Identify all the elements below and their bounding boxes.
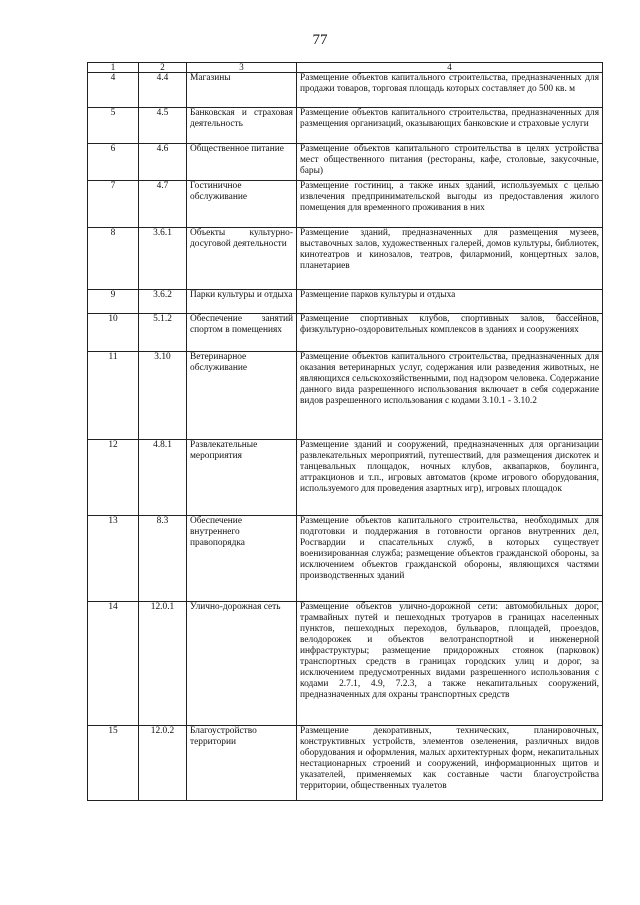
use-code: 4.5	[139, 108, 187, 144]
table-header-row	[88, 63, 603, 73]
use-description: Размещение объектов капитального строительства, необходимых для подготовки и поддержания в готовности органов внутренних дел, Росгвардии и спасательных служб, в которых существует военизированная служба; размещение объектов гражданской обороны, за исключением объектов гражданской обороны, являющихся частями производственных зданий	[297, 516, 603, 602]
row-number: 13	[88, 516, 139, 602]
use-code: 4.8.1	[139, 440, 187, 516]
row-number: 6	[88, 144, 139, 181]
row-number: 12	[88, 440, 139, 516]
table-row	[88, 352, 603, 440]
use-code: 12.0.2	[139, 726, 187, 801]
table-row	[88, 726, 603, 801]
use-name: Развлекательные мероприятия	[187, 440, 297, 516]
use-code: 3.6.2	[139, 290, 187, 314]
use-code: 3.10	[139, 352, 187, 440]
use-code: 5.1.2	[139, 314, 187, 352]
use-code: 4.4	[139, 73, 187, 108]
table-row	[88, 108, 603, 144]
row-number: 14	[88, 602, 139, 726]
use-description: Размещение зданий и сооружений, предназначенных для организации развлекательных мероприятий, путешествий, для размещения дискотек и танцевальных площадок, ночных клубов, аквапарков, боулинга, аттракционов и т.п., игровых автоматов (кроме игрового оборудования, используемого для проведения азартных игр), игровых площадок	[297, 440, 603, 516]
table-header	[88, 63, 603, 73]
use-code: 12.0.1	[139, 602, 187, 726]
row-number: 4	[88, 73, 139, 108]
use-description: Размещение декоративных, технических, планировочных, конструктивных устройств, элементов озеленения, различных видов оборудования и оформления, малых архитектурных форм, некапитальных нестационарных строений и сооружений, информационных щитов и указателей, применяемых как составные части благоустройства территории, общественных туалетов	[297, 726, 603, 801]
use-name: Парки культуры и отдыха	[187, 290, 297, 314]
use-name: Обеспечение внутреннего правопорядка	[187, 516, 297, 602]
use-description: Размещение парков культуры и отдыха	[297, 290, 603, 314]
use-name: Общественное питание	[187, 144, 297, 181]
row-number: 5	[88, 108, 139, 144]
page-number: 77	[312, 32, 328, 48]
use-name: Банковская и страховая деятельность	[187, 108, 297, 144]
row-number: 7	[88, 181, 139, 228]
table-row	[88, 290, 603, 314]
table-row	[88, 314, 603, 352]
row-number: 15	[88, 726, 139, 801]
use-description: Размещение объектов капитального строительства, предназначенных для размещения организаций, оказывающих банковские и страховые услуги	[297, 108, 603, 144]
table-row	[88, 516, 603, 602]
table-body	[88, 73, 603, 801]
header-col-4: 4	[297, 63, 603, 73]
table-row	[88, 73, 603, 108]
table-row	[88, 602, 603, 726]
header-col-2: 2	[139, 63, 187, 73]
use-name: Объекты культурно-досуговой деятельности	[187, 228, 297, 290]
land-use-table	[87, 62, 603, 801]
use-description: Размещение объектов капитального строительства в целях устройства мест общественного питания (рестораны, кафе, столовые, закусочные, бары)	[297, 144, 603, 181]
header-col-1: 1	[88, 63, 139, 73]
use-description: Размещение объектов капитального строительства, предназначенных для оказания ветеринарных услуг, содержания или разведения животных, не являющихся сельскохозяйственными, под надзором человека. Содержание данного вида разрешенного использования включает в себя содержание видов разрешенного использования с кодами 3.10.1 - 3.10.2	[297, 352, 603, 440]
header-col-3: 3	[187, 63, 297, 73]
use-name: Магазины	[187, 73, 297, 108]
use-code: 3.6.1	[139, 228, 187, 290]
row-number: 10	[88, 314, 139, 352]
use-code: 8.3	[139, 516, 187, 602]
table-row	[88, 440, 603, 516]
use-name: Ветеринарное обслуживание	[187, 352, 297, 440]
use-code: 4.6	[139, 144, 187, 181]
row-number: 11	[88, 352, 139, 440]
use-name: Обеспечение занятий спортом в помещениях	[187, 314, 297, 352]
use-name: Благоустройство территории	[187, 726, 297, 801]
use-name: Улично-дорожная сеть	[187, 602, 297, 726]
use-description: Размещение гостиниц, а также иных зданий, используемых с целью извлечения предпринимательской выгоды из предоставления жилого помещения для временного проживания в них	[297, 181, 603, 228]
use-name: Гостиничное обслуживание	[187, 181, 297, 228]
use-description: Размещение объектов улично-дорожной сети: автомобильных дорог, трамвайных путей и пешеходных тротуаров в границах населенных пунктов, пешеходных переходов, бульваров, площадей, проездов, велодорожек и объектов велотранспортной и инженерной инфраструктуры; размещение придорожных стоянок (парковок) транспортных средств в границах городских улиц и дорог, за исключением предусмотренных видами разрешенного использования с кодами 2.7.1, 4.9, 7.2.3, а также некапитальных сооружений, предназначенных для охраны транспортных средств	[297, 602, 603, 726]
table-row	[88, 144, 603, 181]
use-description: Размещение объектов капитального строительства, предназначенных для продажи товаров, торговая площадь которых составляет до 500 кв. м	[297, 73, 603, 108]
table-row	[88, 228, 603, 290]
row-number: 9	[88, 290, 139, 314]
use-description: Размещение спортивных клубов, спортивных залов, бассейнов, физкультурно-оздоровительных комплексов в зданиях и сооружениях	[297, 314, 603, 352]
use-code: 4.7	[139, 181, 187, 228]
table-row	[88, 181, 603, 228]
use-description: Размещение зданий, предназначенных для размещения музеев, выставочных залов, художественных галерей, домов культуры, библиотек, кинотеатров и кинозалов, театров, филармоний, концертных залов, планетариев	[297, 228, 603, 290]
row-number: 8	[88, 228, 139, 290]
